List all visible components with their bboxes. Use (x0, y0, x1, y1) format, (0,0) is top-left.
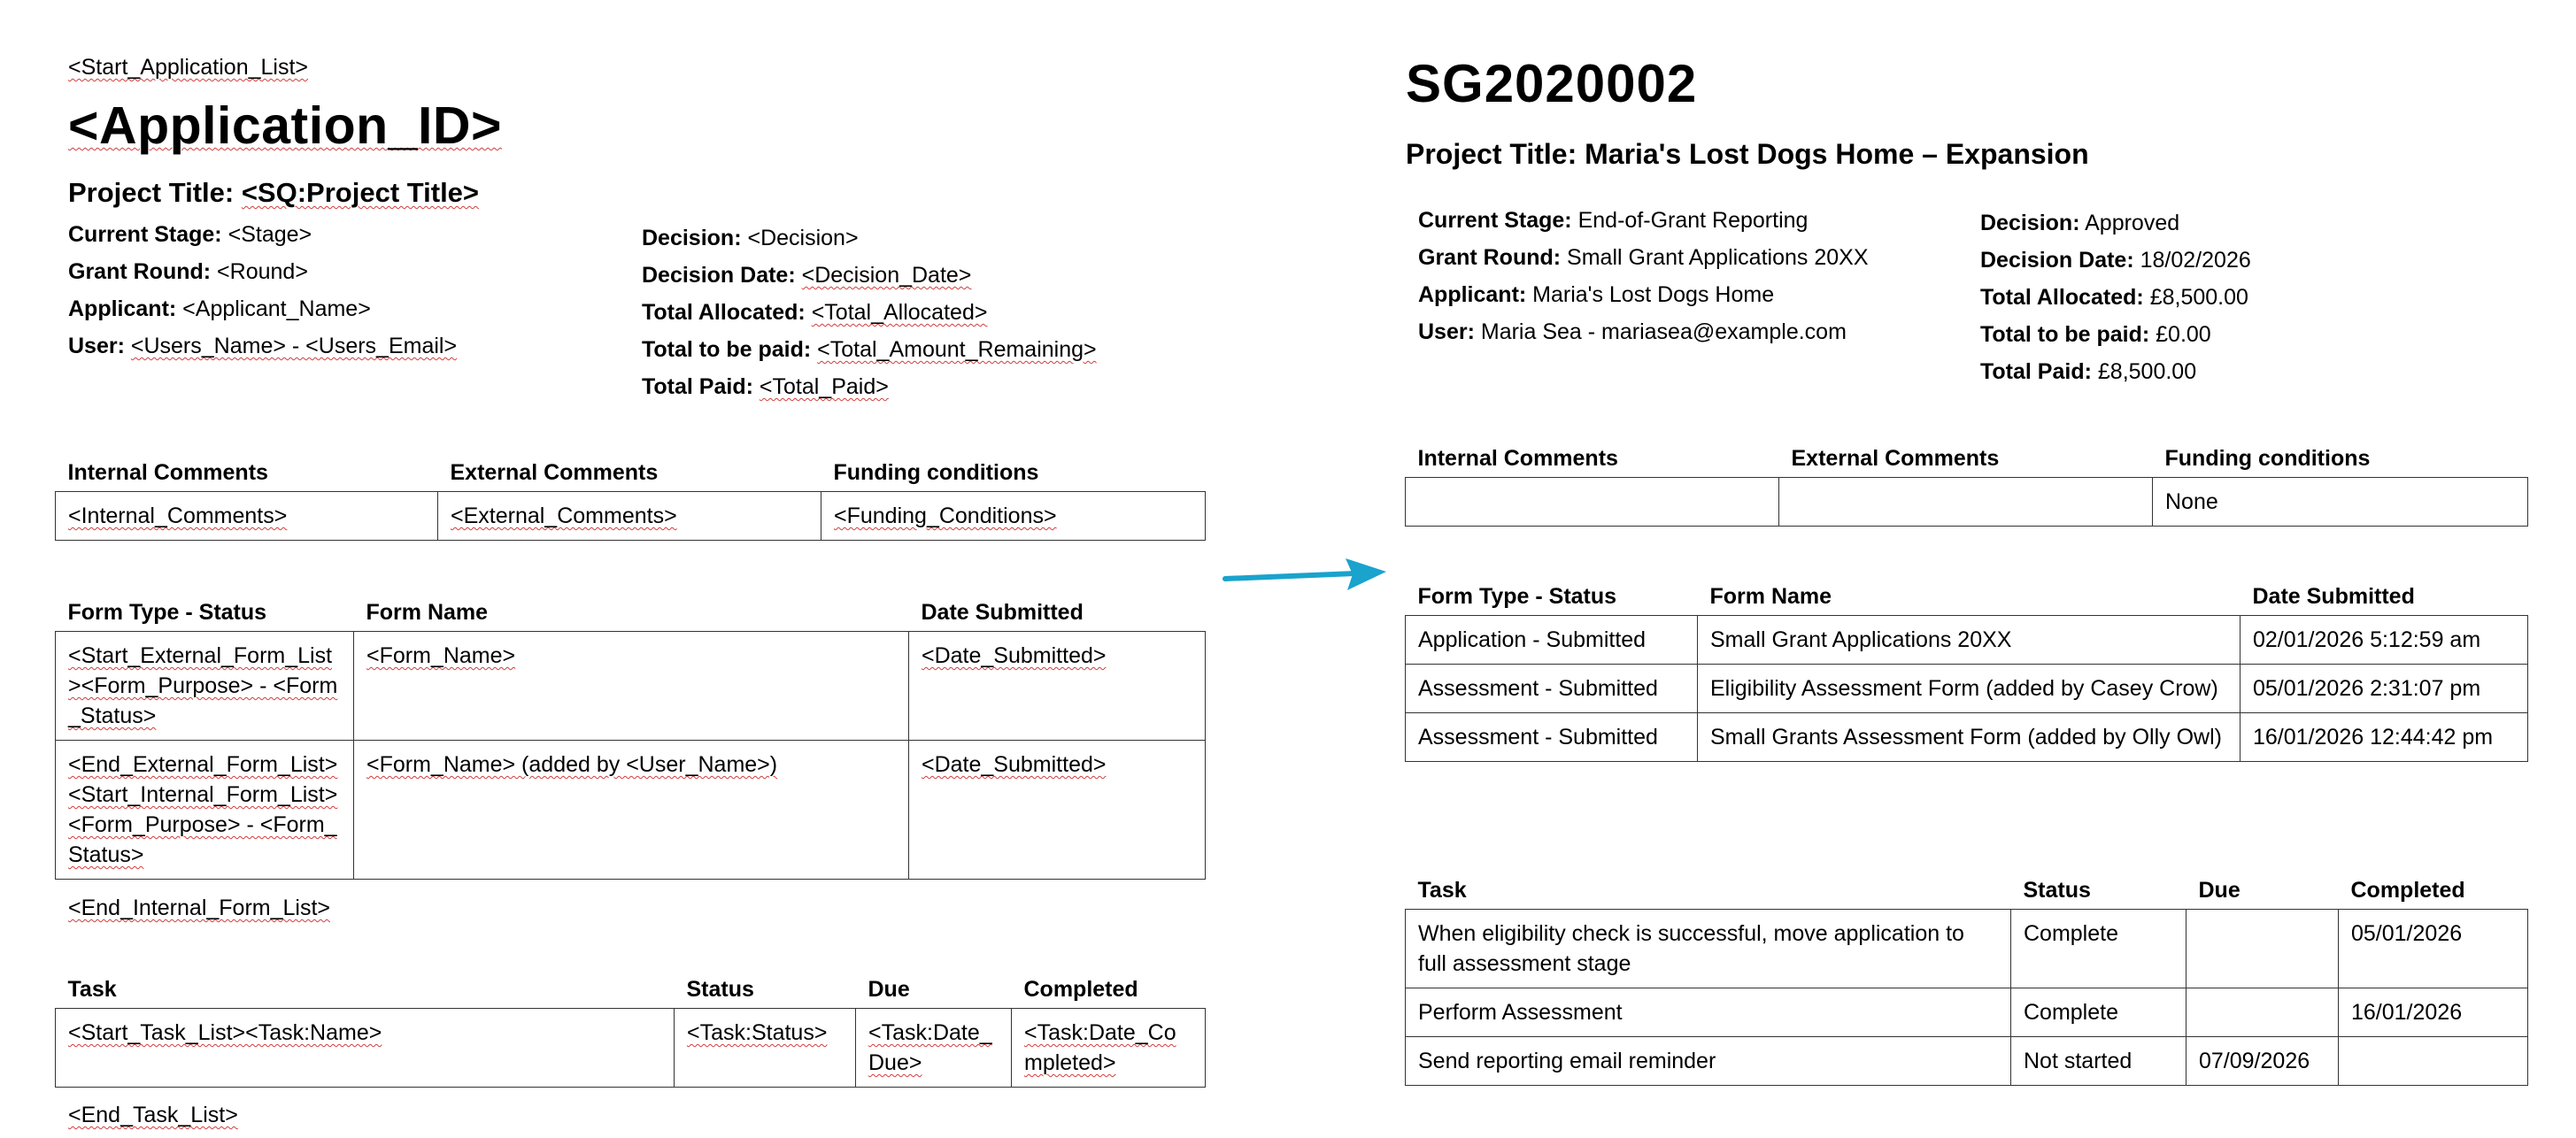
template-tasks-table (55, 977, 1206, 1088)
meta-value: <Decision> (747, 226, 859, 250)
column-header: Funding conditions (2164, 446, 2371, 471)
table-cell (1406, 478, 1779, 527)
column-header: Due (868, 977, 910, 1002)
column-header: Date Submitted (921, 600, 1084, 625)
table-cell: Small Grant Applications 20XX (1698, 616, 2241, 665)
template-project-title (68, 177, 479, 209)
right-arrow-icon (1222, 553, 1390, 597)
table-row (1406, 665, 2528, 713)
template-left-meta (68, 216, 457, 365)
meta-label: Decision: (642, 226, 742, 250)
table-row (1406, 910, 2528, 988)
column-header: Status (686, 977, 754, 1002)
table-cell: Complete (2011, 988, 2187, 1037)
table-cell (2339, 1037, 2528, 1086)
table-cell: <End_External_Form_List><Start_Internal_Form_List><Form_Purpose> - <Form_Status> (56, 741, 354, 880)
table-header-row (56, 600, 1206, 632)
template-end-tasks-tag: <End_Task_List> (68, 1103, 238, 1127)
table-cell: Not started (2011, 1037, 2187, 1086)
meta-row (1980, 204, 2251, 242)
column-header: Form Name (1709, 584, 1832, 609)
meta-label: User: (1418, 319, 1475, 344)
table-cell: <Start_External_Form_List><Form_Purpose> - <Form_Status> (56, 632, 354, 741)
column-header: Form Name (366, 600, 489, 625)
table-cell: <Internal_Comments> (56, 492, 438, 541)
table-cell: 05/01/2026 (2339, 910, 2528, 988)
meta-value: <Total_Amount_Remaining> (817, 337, 1097, 362)
column-header: Completed (1023, 977, 1138, 1002)
column-header: Date Submitted (2252, 584, 2415, 609)
table-row (56, 632, 1206, 741)
table-cell: Assessment - Submitted (1406, 665, 1698, 713)
meta-row (1418, 276, 1869, 313)
table-cell: <Form_Name> (added by <User_Name>) (354, 741, 909, 880)
column-header: Form Type - Status (67, 600, 267, 625)
project-label: Project Title: (1406, 138, 1577, 170)
template-meta-row (68, 216, 457, 253)
table-row (1406, 713, 2528, 762)
template-meta-row (642, 219, 1097, 257)
meta-label: Applicant: (1418, 282, 1527, 307)
table-cell (2187, 910, 2339, 988)
template-meta-row (68, 290, 457, 327)
meta-row (1418, 202, 1869, 239)
meta-row (1980, 353, 2251, 390)
meta-label: User: (68, 334, 125, 358)
column-header: Completed (2350, 878, 2465, 903)
table-header-row (1406, 446, 2528, 478)
table-cell: Assessment - Submitted (1406, 713, 1698, 762)
table-row (1406, 478, 2528, 527)
meta-value: Maria Sea - mariasea@example.com (1480, 319, 1847, 344)
meta-label: Grant Round: (68, 259, 212, 284)
template-meta-row (642, 257, 1097, 294)
meta-value: <Total_Paid> (759, 374, 889, 399)
column-header: Form Type - Status (1417, 584, 1617, 609)
table-cell: 02/01/2026 5:12:59 am (2241, 616, 2528, 665)
template-comments-table (55, 460, 1206, 541)
table-cell: 16/01/2026 (2339, 988, 2528, 1037)
column-header: Status (2023, 878, 2091, 903)
table-cell: Complete (2011, 910, 2187, 988)
table-cell (2187, 988, 2339, 1037)
table-cell: <Date_Submitted> (909, 741, 1206, 880)
table-row (1406, 988, 2528, 1037)
template-meta-row (642, 368, 1097, 405)
table-header-row (1406, 878, 2528, 910)
meta-value: Maria's Lost Dogs Home (1532, 282, 1775, 307)
template-meta-row (642, 331, 1097, 368)
table-cell: 16/01/2026 12:44:42 pm (2241, 713, 2528, 762)
table-cell: Perform Assessment (1406, 988, 2011, 1037)
meta-label: Applicant: (68, 296, 177, 321)
table-row (1406, 616, 2528, 665)
project-value: Maria's Lost Dogs Home – Expansion (1585, 138, 2089, 170)
table-header-row (56, 977, 1206, 1009)
template-meta-row (68, 253, 457, 290)
table-cell: 05/01/2026 2:31:07 pm (2241, 665, 2528, 713)
meta-value: <Stage> (228, 222, 312, 247)
rendered-left-meta (1418, 202, 1869, 350)
table-cell: Send reporting email reminder (1406, 1037, 2011, 1086)
meta-row (1418, 239, 1869, 276)
column-header: Task (67, 977, 117, 1002)
column-header: Internal Comments (67, 460, 268, 485)
meta-value: £8,500.00 (2097, 359, 2197, 384)
meta-label: Current Stage: (1418, 208, 1572, 233)
column-header: Task (1417, 878, 1467, 903)
table-cell: Eligibility Assessment Form (added by Casey Crow) (1698, 665, 2241, 713)
meta-value: Approved (2085, 211, 2180, 235)
table-cell: <Start_Task_List><Task:Name> (56, 1009, 675, 1088)
meta-value: <Round> (217, 259, 308, 284)
meta-value: £8,500.00 (2149, 285, 2248, 310)
table-row (1406, 1037, 2528, 1086)
column-header: Internal Comments (1417, 446, 1618, 471)
table-cell: None (2153, 478, 2528, 527)
template-end-forms-tag: <End_Internal_Form_List> (68, 896, 331, 920)
table-cell: <External_Comments> (438, 492, 821, 541)
tasks-table (1405, 878, 2528, 1086)
project-title (1406, 138, 2089, 171)
table-cell: <Date_Submitted> (909, 632, 1206, 741)
table-cell: <Task:Date_Due> (856, 1009, 1012, 1088)
meta-label: Total Allocated: (642, 300, 806, 325)
meta-label: Total to be paid: (1980, 322, 2150, 347)
comments-table (1405, 446, 2528, 527)
meta-value: <Applicant_Name> (182, 296, 371, 321)
table-row (56, 1009, 1206, 1088)
table-cell: <Task:Status> (675, 1009, 856, 1088)
rendered-right-meta (1980, 204, 2251, 390)
meta-label: Grant Round: (1418, 245, 1562, 270)
meta-value: <Users_Name> - <Users_Email> (130, 334, 458, 358)
meta-label: Decision Date: (642, 263, 796, 288)
meta-value: £0.00 (2156, 322, 2211, 347)
template-project-label: Project Title: (68, 177, 235, 208)
application-id-title: SG2020002 (1406, 54, 1698, 113)
table-cell: <Task:Date_Completed> (1012, 1009, 1206, 1088)
meta-value: 18/02/2026 (2140, 248, 2251, 273)
column-header: Funding conditions (833, 460, 1039, 485)
meta-value: <Decision_Date> (801, 263, 972, 288)
meta-label: Current Stage: (68, 222, 222, 247)
table-cell: Application - Submitted (1406, 616, 1698, 665)
meta-row (1980, 316, 2251, 353)
meta-row (1418, 313, 1869, 350)
meta-value: End-of-Grant Reporting (1577, 208, 1809, 233)
column-header: Due (2198, 878, 2241, 903)
table-cell: 07/09/2026 (2187, 1037, 2339, 1086)
table-cell (1779, 478, 2153, 527)
table-header-row (1406, 584, 2528, 616)
meta-row (1980, 242, 2251, 279)
meta-label: Total Paid: (1980, 359, 2092, 384)
template-meta-row (68, 327, 457, 365)
table-cell: When eligibility check is successful, move application to full assessment stage (1406, 910, 2011, 988)
table-cell: <Form_Name> (354, 632, 909, 741)
table-cell: Small Grants Assessment Form (added by Olly Owl) (1698, 713, 2241, 762)
meta-label: Total Paid: (642, 374, 753, 399)
meta-value: <Total_Allocated> (811, 300, 988, 325)
meta-label: Total to be paid: (642, 337, 812, 362)
meta-row (1980, 279, 2251, 316)
table-cell: <Funding_Conditions> (821, 492, 1206, 541)
template-title: <Application_ID> (68, 96, 502, 155)
table-row (56, 741, 1206, 880)
template-right-meta (642, 219, 1097, 405)
template-start-list-tag: <Start_Application_List> (68, 55, 309, 80)
meta-value: Small Grant Applications 20XX (1567, 245, 1869, 270)
meta-label: Decision Date: (1980, 248, 2134, 273)
meta-label: Total Allocated: (1980, 285, 2144, 310)
template-project-value: <SQ:Project Title> (241, 177, 480, 208)
forms-table (1405, 584, 2528, 762)
template-meta-row (642, 294, 1097, 331)
column-header: External Comments (450, 460, 659, 485)
meta-label: Decision: (1980, 211, 2080, 235)
table-row (56, 492, 1206, 541)
template-forms-table (55, 600, 1206, 880)
column-header: External Comments (1791, 446, 2000, 471)
table-header-row (56, 460, 1206, 492)
